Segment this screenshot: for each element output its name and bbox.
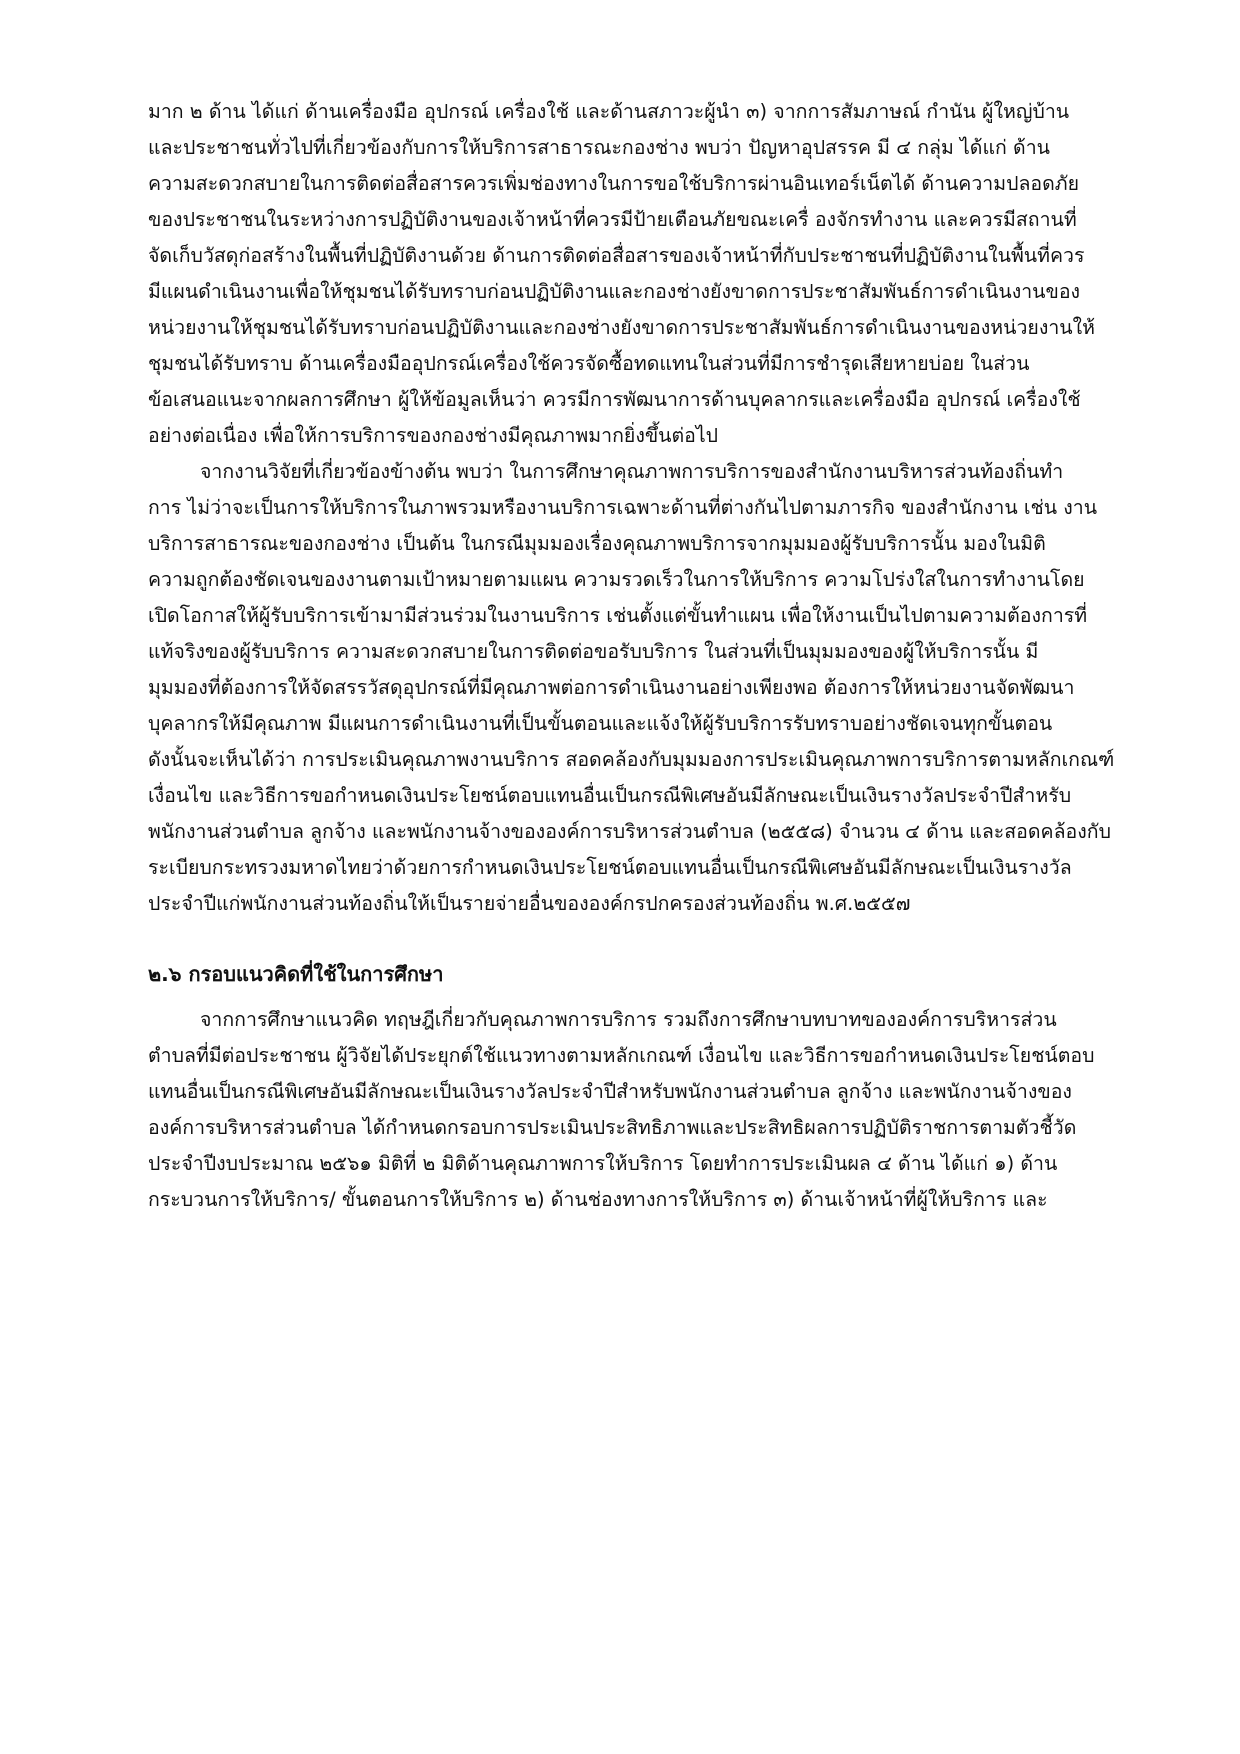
text-line: มุมมองที่ต้องการให้จัดสรรวัสดุอุปกรณ์ที่มีคุณภาพต่อการดำเนินงานอย่างเพียงพอ ต้องการให้หน่วยงานจัดพัฒนา bbox=[148, 676, 1075, 699]
text-line: อย่างต่อเนื่อง เพื่อให้การบริการของกองช่างมีคุณภาพมากยิ่งขึ้นต่อไป bbox=[148, 424, 719, 447]
text-line: พนักงานส่วนตำบล ลูกจ้าง และพนักงานจ้างขององค์การบริหารส่วนตำบล (๒๕๕๘) จำนวน ๔ ด้าน และสอดคล้องกับ bbox=[148, 820, 1111, 843]
text-line: ประจำปีแก่พนักงานส่วนท้องถิ่นให้เป็นรายจ่ายอื่นขององค์กรปกครองส่วนท้องถิ่น พ.ศ.๒๕๕๗ bbox=[148, 892, 911, 915]
text-line: เปิดโอกาสให้ผู้รับบริการเข้ามามีส่วนร่วมในงานบริการ เช่นตั้งแต่ขั้นทำแผน เพื่อให้งานเป็นไปตามความต้องการที่ bbox=[148, 604, 1088, 627]
text-line: ความถูกต้องชัดเจนของงานตามเป้าหมายตามแผน ความรวดเร็วในการให้บริการ ความโปร่งใสในการทำงานโดย bbox=[148, 568, 1085, 591]
text-line: กระบวนการให้บริการ/ ขั้นตอนการให้บริการ ๒) ด้านช่องทางการให้บริการ ๓) ด้านเจ้าหน้าที่ผู้ให้บริการ และ bbox=[148, 1188, 1048, 1211]
text-line: การ ไม่ว่าจะเป็นการให้บริการในภาพรวมหรืองานบริการเฉพาะด้านที่ต่างกันไปตามภารกิจ ของสำนักงาน เช่น งาน bbox=[148, 496, 1098, 519]
text-line: มาก ๒ ด้าน ได้แก่ ด้านเครื่องมือ อุปกรณ์ เครื่องใช้ และด้านสภาวะผู้นำ ๓) จากการสัมภาษณ์ กำนัน ผู้ใหญ่บ้าน bbox=[148, 100, 1070, 123]
text-line: แทนอื่นเป็นกรณีพิเศษอันมีลักษณะเป็นเงินรางวัลประจำปีสำหรับพนักงานส่วนตำบล ลูกจ้าง และพนักงานจ้างของ bbox=[148, 1080, 1072, 1103]
text-line: หน่วยงานให้ชุมชนได้รับทราบก่อนปฏิบัติงานและกองช่างยังขาดการประชาสัมพันธ์การดำเนินงานของหน่วยงานให้ bbox=[148, 316, 1096, 339]
text-line: ชุมชนได้รับทราบ ด้านเครื่องมืออุปกรณ์เครื่องใช้ควรจัดซื้อทดแทนในส่วนที่มีการชำรุดเสียหายบ่อย ในส่วน bbox=[148, 352, 1030, 375]
text-line: จัดเก็บวัสดุก่อสร้างในพื้นที่ปฏิบัติงานด้วย ด้านการติดต่อสื่อสารของเจ้าหน้าที่กับประชาชนที่ปฏิบัติงานในพื้นที่ควร bbox=[148, 244, 1085, 267]
text-line: ข้อเสนอแนะจากผลการศึกษา ผู้ให้ข้อมูลเห็นว่า ควรมีการพัฒนาการด้านบุคลากรและเครื่องมือ อุปกรณ์ เครื่องใช้ bbox=[148, 388, 1081, 411]
text-line: องค์การบริหารส่วนตำบล ได้กำหนดกรอบการประเมินประสิทธิภาพและประสิทธิผลการปฏิบัติราชการตามตัวชี้วัด bbox=[148, 1116, 1077, 1139]
text-line: แท้จริงของผู้รับบริการ ความสะดวกสบายในการติดต่อขอรับบริการ ในส่วนที่เป็นมุมมองของผู้ให้บริการนั้น มี bbox=[148, 640, 1039, 663]
text-line: ระเบียบกระทรวงมหาดไทยว่าด้วยการกำหนดเงินประโยชน์ตอบแทนอื่นเป็นกรณีพิเศษอันมีลักษณะเป็นเงินรางวัล bbox=[148, 856, 1072, 879]
text-line: และประชาชนทั่วไปที่เกี่ยวข้องกับการให้บริการสาธารณะกองช่าง พบว่า ปัญหาอุปสรรค มี ๔ กลุ่ม ได้แก่ ด้าน bbox=[148, 136, 1050, 159]
text-line: เงื่อนไข และวิธีการขอกำหนดเงินประโยชน์ตอบแทนอื่นเป็นกรณีพิเศษอันมีลักษณะเป็นเงินรางวัลประจำปีสำหรับ bbox=[148, 784, 1072, 807]
text-line: มีแผนดำเนินงานเพื่อให้ชุมชนได้รับทราบก่อนปฏิบัติงานและกองช่างยังขาดการประชาสัมพันธ์การดำเนินงานของ bbox=[148, 280, 1081, 303]
text-line: จากงานวิจัยที่เกี่ยวข้องข้างต้น พบว่า ในการศึกษาคุณภาพการบริการของสำนักงานบริหารส่วนท้องถิ่นทำ bbox=[200, 460, 1064, 483]
text-line: ประจำปีงบประมาณ ๒๕๖๑ มิติที่ ๒ มิติด้านคุณภาพการให้บริการ โดยทำการประเมินผล ๔ ด้าน ได้แก่ ๑) ด้าน bbox=[148, 1152, 1058, 1175]
paragraph-1 bbox=[148, 94, 1138, 922]
text-line: ดังนั้นจะเห็นได้ว่า การประเมินคุณภาพงานบริการ สอดคล้องกับมุมมองการประเมินคุณภาพการบริการตามหลักเกณฑ์ bbox=[148, 748, 1115, 771]
text-line: ความสะดวกสบายในการติดต่อสื่อสารควรเพิ่มช่องทางในการขอใช้บริการผ่านอินเทอร์เน็ตได้ ด้านความปลอดภัย bbox=[148, 172, 1080, 195]
text-line: จากการศึกษาแนวคิด ทฤษฎีเกี่ยวกับคุณภาพการบริการ รวมถึงการศึกษาบทบาทขององค์การบริหารส่วน bbox=[200, 1008, 1057, 1031]
text-line: ของประชาชนในระหว่างการปฏิบัติงานของเจ้าหน้าที่ควรมีป้ายเตือนภัยขณะเครื่ องจักรทำงาน และควรมีสถานที่ bbox=[148, 208, 1077, 231]
text-line: บุคลากรให้มีคุณภาพ มีแผนการดำเนินงานที่เป็นขั้นตอนและแจ้งให้ผู้รับบริการรับทราบอย่างชัดเจนทุกขั้นตอน bbox=[148, 712, 1053, 735]
text-line: ตำบลที่มีต่อประชาชน ผู้วิจัยได้ประยุกต์ใช้แนวทางตามหลักเกณฑ์ เงื่อนไข และวิธีการขอกำหนดเงินประโยชน์ตอบ bbox=[148, 1044, 1095, 1067]
section-heading: ๒.๖ กรอบแนวคิดที่ใช้ในการศึกษา bbox=[148, 962, 444, 986]
paragraph-3 bbox=[148, 1002, 1138, 1218]
text-line: บริการสาธารณะของกองช่าง เป็นต้น ในกรณีมุมมองเรื่องคุณภาพบริการจากมุมมองผู้รับบริการนั้น มองในมิติ bbox=[148, 532, 1046, 555]
